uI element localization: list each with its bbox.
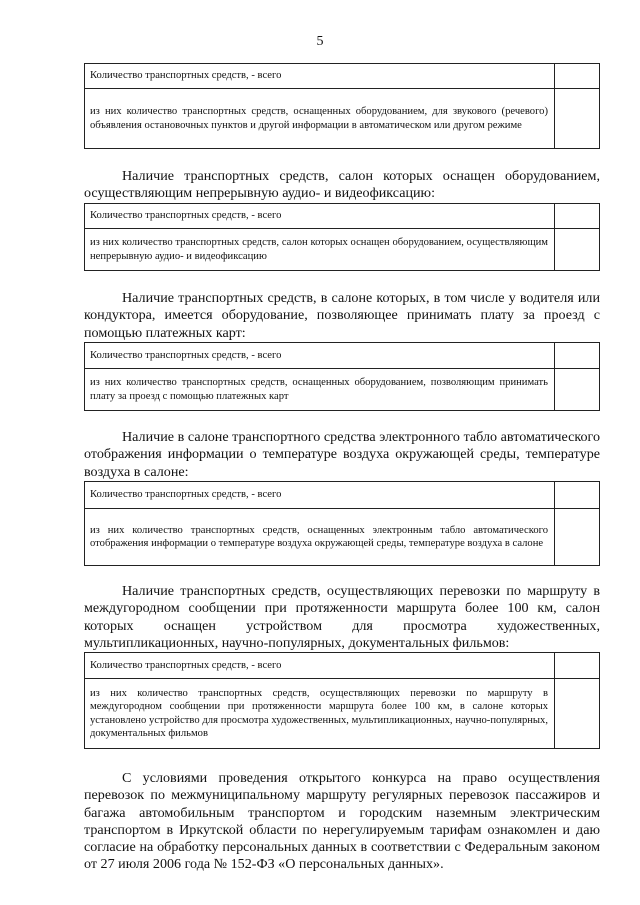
table-row-label: Количество транспортных средств, - всего bbox=[85, 343, 555, 369]
table-row-label: из них количество транспортных средств, осуществляющих перевозки по маршруту в междугородном сообщении при протяженности маршрута более 100 км, в салоне которых установлено устройство для просмотра художественных, мультипликационных, научно-популярных, документальных фильмов bbox=[85, 679, 555, 749]
table-1 bbox=[84, 63, 600, 149]
value-cell[interactable] bbox=[555, 89, 600, 149]
page-number: 5 bbox=[316, 34, 324, 49]
table-3 bbox=[84, 342, 600, 411]
value-cell[interactable] bbox=[555, 509, 600, 566]
table-4 bbox=[84, 481, 600, 566]
table-2 bbox=[84, 203, 600, 271]
table-5 bbox=[84, 652, 600, 749]
value-cell[interactable] bbox=[555, 229, 600, 271]
value-cell[interactable] bbox=[555, 343, 600, 369]
table-row-label: из них количество транспортных средств, салон которых оснащен оборудованием, осуществляющим непрерывную аудио- и видеофиксацию bbox=[85, 229, 555, 271]
value-cell[interactable] bbox=[555, 653, 600, 679]
section-heading: Наличие транспортных средств, салон которых оснащен оборудованием, осуществляющим непрерывную аудио- и видеофиксацию: bbox=[84, 168, 600, 202]
value-cell[interactable] bbox=[555, 204, 600, 229]
table-row-label: из них количество транспортных средств, оснащенных оборудованием, позволяющим принимать плату за проезд с помощью платежных карт bbox=[85, 369, 555, 411]
section-heading: Наличие в салоне транспортного средства электронного табло автоматического отображения информации о температуре воздуха окружающей среды, температуре воздуха в салоне: bbox=[84, 429, 600, 480]
value-cell[interactable] bbox=[555, 482, 600, 509]
table-row-label: Количество транспортных средств, - всего bbox=[85, 482, 555, 509]
value-cell[interactable] bbox=[555, 369, 600, 411]
consent-paragraph: С условиями проведения открытого конкурса на право осуществления перевозок по межмуниципальному маршруту регулярных перевозок пассажиров и багажа автомобильным транспортом и городским наземным электрическим транспортом в Иркутской области по нерегулируемым тарифам ознакомлен и даю согласие на обработку персональных данных в соответствии с Федеральным законом от 27 июля 2006 года № 152-ФЗ «О персональных данных». bbox=[84, 770, 600, 873]
section-heading: Наличие транспортных средств, в салоне которых, в том числе у водителя или кондуктора, имеется оборудование, позволяющее принимать плату за проезд с помощью платежных карт: bbox=[84, 290, 600, 341]
value-cell[interactable] bbox=[555, 679, 600, 749]
table-row-label: Количество транспортных средств, - всего bbox=[85, 64, 555, 89]
value-cell[interactable] bbox=[555, 64, 600, 89]
section-heading: Наличие транспортных средств, осуществляющих перевозки по маршруту в междугородном сообщении при протяженности маршрута более 100 км, салон которых оснащен устройством для просмотра художественных, мультипликационных, научно-популярных, документальных фильмов: bbox=[84, 583, 600, 651]
table-row-label: Количество транспортных средств, - всего bbox=[85, 653, 555, 679]
table-row-label: из них количество транспортных средств, оснащенных оборудованием, для звукового (речевого) объявления остановочных пунктов и другой информации в автоматическом или другом режиме bbox=[85, 89, 555, 149]
table-row-label: Количество транспортных средств, - всего bbox=[85, 204, 555, 229]
table-row-label: из них количество транспортных средств, оснащенных электронным табло автоматического отображения информации о температуре воздуха окружающей среды, температуре воздуха в салоне bbox=[85, 509, 555, 566]
